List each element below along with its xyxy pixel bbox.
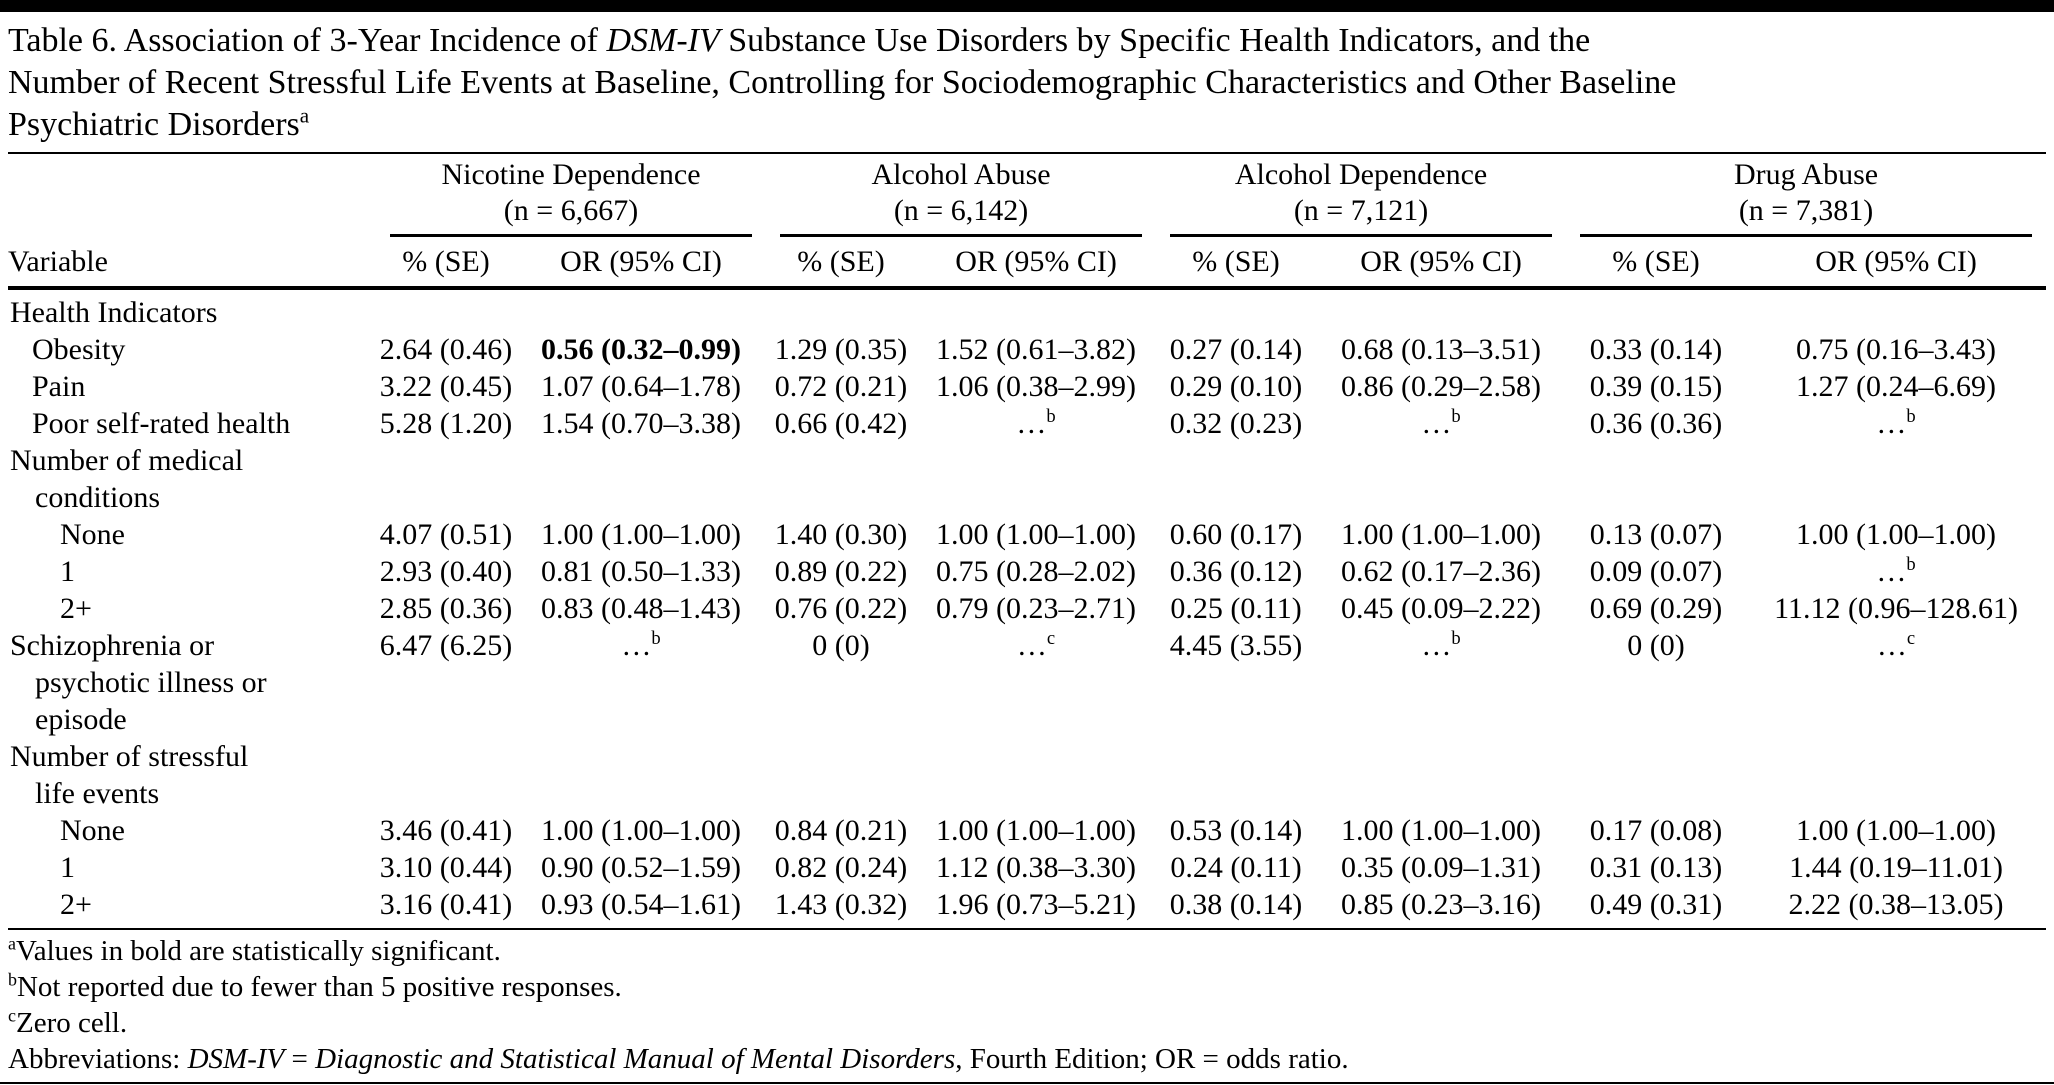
pct-se-cell [1566,288,1746,331]
footnote-marker: a [8,933,16,954]
table-row [8,516,2046,553]
pct-se-cell: 0.38 (0.14) [1156,886,1316,929]
table-row [8,590,2046,627]
pct-se-cell: 0.53 (0.14) [1169,814,1303,847]
group-drug-abuse [1566,153,2046,237]
or-ci-cell: 0.45 (0.09–2.22) [1341,592,1541,625]
pct-se-cell: 0 (0) [1627,629,1685,662]
table-row [8,738,2046,812]
pct-se-cell: 4.07 (0.51) [379,518,513,551]
pct-se-cell: 0.33 (0.14) [1589,333,1723,366]
footnote-marker: b [8,969,17,990]
pct-se-cell: 0.82 (0.24) [774,851,908,884]
variable-cell [8,849,376,886]
or-ci-cell: 0.85 (0.23–3.16) [1316,886,1566,929]
or-ci-cell [1746,738,2046,812]
footnote-marker: c [1906,628,1916,649]
or-ci-cell [916,442,1156,516]
or-ci-cell: 1.00 (1.00–1.00) [1796,814,1996,847]
table-header [8,153,2046,288]
variable-label: None [60,518,125,551]
or-ci-cell: 1.00 (1.00–1.00) [1341,518,1541,551]
table-row [8,886,2046,929]
or-ci-cell: 1.00 (1.00–1.00) [936,518,1136,551]
or-ci-cell: 1.00 (1.00–1.00) [1341,814,1541,847]
or-ci-cell [516,738,766,812]
table-row [8,368,2046,405]
variable-cell [8,516,376,553]
group-sample-size: (n = 6,667) [503,194,639,227]
or-ci-cell: 0.81 (0.50–1.33) [541,555,741,588]
group-alcohol-abuse [766,153,1156,237]
or-ci-cell: 0.93 (0.54–1.61) [516,886,766,929]
pct-se-cell: 0.32 (0.23) [1169,407,1303,440]
pct-se-cell: 2.64 (0.46) [379,333,513,366]
variable-label: Obesity [32,333,126,366]
or-ci-cell: 1.12 (0.38–3.30) [936,851,1136,884]
or-ci-cell: 0.62 (0.17–2.36) [1341,555,1541,588]
or-ci-header: OR (95% CI) [916,237,1156,288]
pct-se-cell [1156,288,1316,331]
pct-se-cell: 0.24 (0.11) [1170,851,1302,884]
table-body [8,288,2046,929]
cell-value: … [1876,407,1907,440]
variable-cell [8,812,376,849]
or-ci-cell: 0.35 (0.09–1.31) [1341,851,1541,884]
pct-se-cell: 0.29 (0.10) [1169,370,1303,403]
group-sample-size: (n = 7,381) [1738,194,1874,227]
pct-se-cell: 0.84 (0.21) [774,814,908,847]
or-ci-cell [1316,738,1566,812]
or-ci-cell [516,331,766,368]
group-sample-size: (n = 6,142) [893,194,1029,227]
cell-value: … [621,629,652,662]
variable-label: Poor self-rated health [32,407,291,440]
variable-label: Health Indicators [10,296,218,329]
pct-se-cell: 0.60 (0.17) [1169,518,1303,551]
or-ci-cell: 0.68 (0.13–3.51) [1341,333,1541,366]
table-title [0,12,2054,152]
pct-se-cell: 1.43 (0.32) [766,886,916,929]
text-segment: , Fourth Edition; OR = odds ratio. [955,1043,1349,1075]
pct-se-cell [766,442,916,516]
or-ci-cell [916,738,1156,812]
pct-se-cell: 2.93 (0.40) [379,555,513,588]
pct-se-cell: 2.85 (0.36) [379,592,513,625]
title-line [8,20,2046,62]
variable-cell [8,405,376,442]
or-ci-cell [516,288,766,331]
or-ci-cell [1746,288,2046,331]
or-ci-cell [1316,405,1566,442]
variable-cell [8,442,376,516]
pct-se-cell [1566,738,1746,812]
text-segment: Substance Use Disorders by Specific Health Indicators, and the [719,22,1591,59]
text-segment: Zero cell. [15,1007,128,1039]
footnote-marker: b [1906,554,1916,575]
text-segment: Values in bold are statistically significant. [15,935,501,967]
bottom-rule [0,1082,2054,1084]
pct-se-cell: 0.72 (0.21) [774,370,908,403]
pct-se-cell [766,288,916,331]
variable-label: 1 [60,555,75,588]
or-ci-cell [1746,553,2046,590]
variable-label: Schizophrenia or [10,629,215,662]
pct-se-cell: 0.36 (0.12) [1169,555,1303,588]
variable-cell [8,368,376,405]
text-segment: Table 6. Association of 3-Year Incidence of [8,22,607,59]
pct-se-cell: 0.76 (0.22) [774,592,908,625]
text-segment: Number of Recent Stressful Life Events at Baseline, Controlling for Sociodemographic Characteristics and Other Baseline [8,64,1677,101]
or-ci-header: OR (95% CI) [1316,237,1566,288]
variable-label: episode [35,703,127,736]
cell-value: … [1876,629,1907,662]
or-ci-header: OR (95% CI) [516,237,766,288]
group-name: Nicotine Dependence [441,158,701,191]
variable-cell [8,738,376,812]
pct-se-header: % (SE) [1156,237,1316,288]
or-ci-cell: 0.75 (0.28–2.02) [936,555,1136,588]
or-ci-cell: 1.52 (0.61–3.82) [936,333,1136,366]
or-ci-cell: 1.00 (1.00–1.00) [541,518,741,551]
or-ci-cell [516,442,766,516]
table-row [8,405,2046,442]
or-ci-cell: 1.27 (0.24–6.69) [1796,370,1996,403]
variable-label: psychotic illness or [35,666,267,699]
pct-se-cell: 3.22 (0.45) [379,370,513,403]
pct-se-cell: 0.49 (0.31) [1566,886,1746,929]
or-ci-cell [1316,627,1566,738]
or-ci-cell: 1.54 (0.70–3.38) [541,407,741,440]
or-ci-cell [916,288,1156,331]
pct-se-cell: 5.28 (1.20) [379,407,513,440]
pct-se-cell: 3.46 (0.41) [379,814,513,847]
text-segment: DSM-IV [187,1043,285,1075]
table-row [8,849,2046,886]
footnote-line [8,933,2046,969]
table-row [8,553,2046,590]
footnote-marker: c [8,1005,16,1026]
pct-se-header: % (SE) [376,237,516,288]
subheader-row [8,237,2046,288]
or-ci-cell [1746,442,2046,516]
variable-cell [8,553,376,590]
variable-cell [8,886,376,929]
pct-se-cell: 0.66 (0.42) [774,407,908,440]
title-line [8,104,2046,146]
pct-se-cell: 0.89 (0.22) [774,555,908,588]
text-segment: Abbreviations: [8,1043,188,1075]
or-ci-cell: 0.75 (0.16–3.43) [1796,333,1996,366]
pct-se-cell: 3.10 (0.44) [379,851,513,884]
variable-label: Number of medical [10,444,244,477]
footnote-marker: a [299,103,310,128]
pct-se-cell: 0.69 (0.29) [1589,592,1723,625]
pct-se-cell: 0.17 (0.08) [1589,814,1723,847]
pct-se-cell: 0.25 (0.11) [1170,592,1302,625]
pct-se-cell [766,738,916,812]
variable-label: Number of stressful [10,740,249,773]
pct-se-cell: 0.13 (0.07) [1589,518,1723,551]
pct-se-cell: 1.40 (0.30) [774,518,908,551]
group-alcohol-dependence [1156,153,1566,237]
pct-se-cell [1566,442,1746,516]
variable-label: life events [35,777,160,810]
footnote-line [8,969,2046,1005]
footnote-marker: b [1451,628,1461,649]
or-ci-cell: 2.22 (0.38–13.05) [1746,886,2046,929]
cell-value: … [1016,629,1047,662]
table-row [8,288,2046,331]
variable-label: Pain [32,370,86,403]
variable-cell [8,627,376,738]
text-segment: Psychiatric Disorders [8,106,300,143]
or-ci-cell [1746,405,2046,442]
or-ci-cell: 0.83 (0.48–1.43) [541,592,741,625]
variable-column-header: Variable [8,237,376,288]
footnote-line [8,1041,2046,1077]
variable-cell [8,331,376,368]
group-header-row [8,153,2046,237]
or-ci-cell [916,405,1156,442]
group-sample-size: (n = 7,121) [1293,194,1429,227]
variable-label: 1 [60,851,75,884]
footnotes [8,933,2046,1077]
or-ci-cell [1316,442,1566,516]
or-ci-cell: 1.06 (0.38–2.99) [936,370,1136,403]
cell-value: … [1421,407,1452,440]
table-row [8,627,2046,738]
or-ci-cell: 0.90 (0.52–1.59) [541,851,741,884]
pct-se-cell [1156,442,1316,516]
text-segment: Not reported due to fewer than 5 positive responses. [16,971,622,1003]
text-segment: Diagnostic and Statistical Manual of Mental Disorders [315,1043,956,1075]
top-rule [0,0,2054,12]
footnote-marker: b [1451,406,1461,427]
footnote-marker: b [1906,406,1916,427]
or-ci-cell: 1.96 (0.73–5.21) [916,886,1156,929]
variable-label: conditions [35,481,160,514]
pct-se-cell: 0.39 (0.15) [1589,370,1723,403]
pct-se-cell [376,288,516,331]
or-ci-cell: 1.07 (0.64–1.78) [541,370,741,403]
footnote-line [8,1005,2046,1041]
or-ci-cell: 1.00 (1.00–1.00) [936,814,1136,847]
pct-se-cell: 0.36 (0.36) [1589,407,1723,440]
pct-se-cell: 6.47 (6.25) [379,629,513,662]
pct-se-header: % (SE) [1566,237,1746,288]
pct-se-cell: 0 (0) [812,629,870,662]
group-header-spacer [8,153,376,237]
cell-value: 0.56 (0.32–0.99) [541,333,741,366]
footnote-marker: c [1046,628,1056,649]
or-ci-cell: 0.86 (0.29–2.58) [1341,370,1541,403]
or-ci-cell: 1.44 (0.19–11.01) [1789,851,2003,884]
cell-value: … [1876,555,1907,588]
pct-se-cell: 4.45 (3.55) [1169,629,1303,662]
variable-cell [8,288,376,331]
or-ci-cell [1316,288,1566,331]
or-ci-cell: 1.00 (1.00–1.00) [1796,518,1996,551]
pct-se-cell [376,738,516,812]
or-ci-cell: 0.79 (0.23–2.71) [936,592,1136,625]
group-nicotine-dependence [376,153,766,237]
or-ci-cell [916,627,1156,738]
pct-se-cell [1156,738,1316,812]
pct-se-cell: 0.09 (0.07) [1589,555,1723,588]
table-row [8,331,2046,368]
title-line [8,62,2046,104]
pct-se-cell [376,442,516,516]
footnote-marker: b [1046,406,1056,427]
pct-se-cell: 1.29 (0.35) [774,333,908,366]
text-segment: = [284,1043,316,1075]
or-ci-cell [1746,627,2046,738]
pct-se-cell: 0.31 (0.13) [1589,851,1723,884]
footnote-marker: b [651,628,661,649]
group-name: Alcohol Dependence [1234,158,1488,191]
variable-label: None [60,814,125,847]
or-ci-cell [516,627,766,738]
variable-cell [8,590,376,627]
group-name: Alcohol Abuse [871,158,1051,191]
or-ci-cell: 11.12 (0.96–128.61) [1774,592,2018,625]
cell-value: … [1016,407,1047,440]
pct-se-header: % (SE) [766,237,916,288]
group-name: Drug Abuse [1733,158,1879,191]
or-ci-header: OR (95% CI) [1746,237,2046,288]
pct-se-cell: 3.16 (0.41) [376,886,516,929]
table-row [8,442,2046,516]
table-row [8,812,2046,849]
variable-label: 2+ [60,592,92,625]
data-table [8,152,2046,930]
variable-label: 2+ [60,888,92,921]
or-ci-cell: 1.00 (1.00–1.00) [541,814,741,847]
text-segment: DSM-IV [606,22,720,59]
cell-value: … [1421,629,1452,662]
pct-se-cell: 0.27 (0.14) [1169,333,1303,366]
